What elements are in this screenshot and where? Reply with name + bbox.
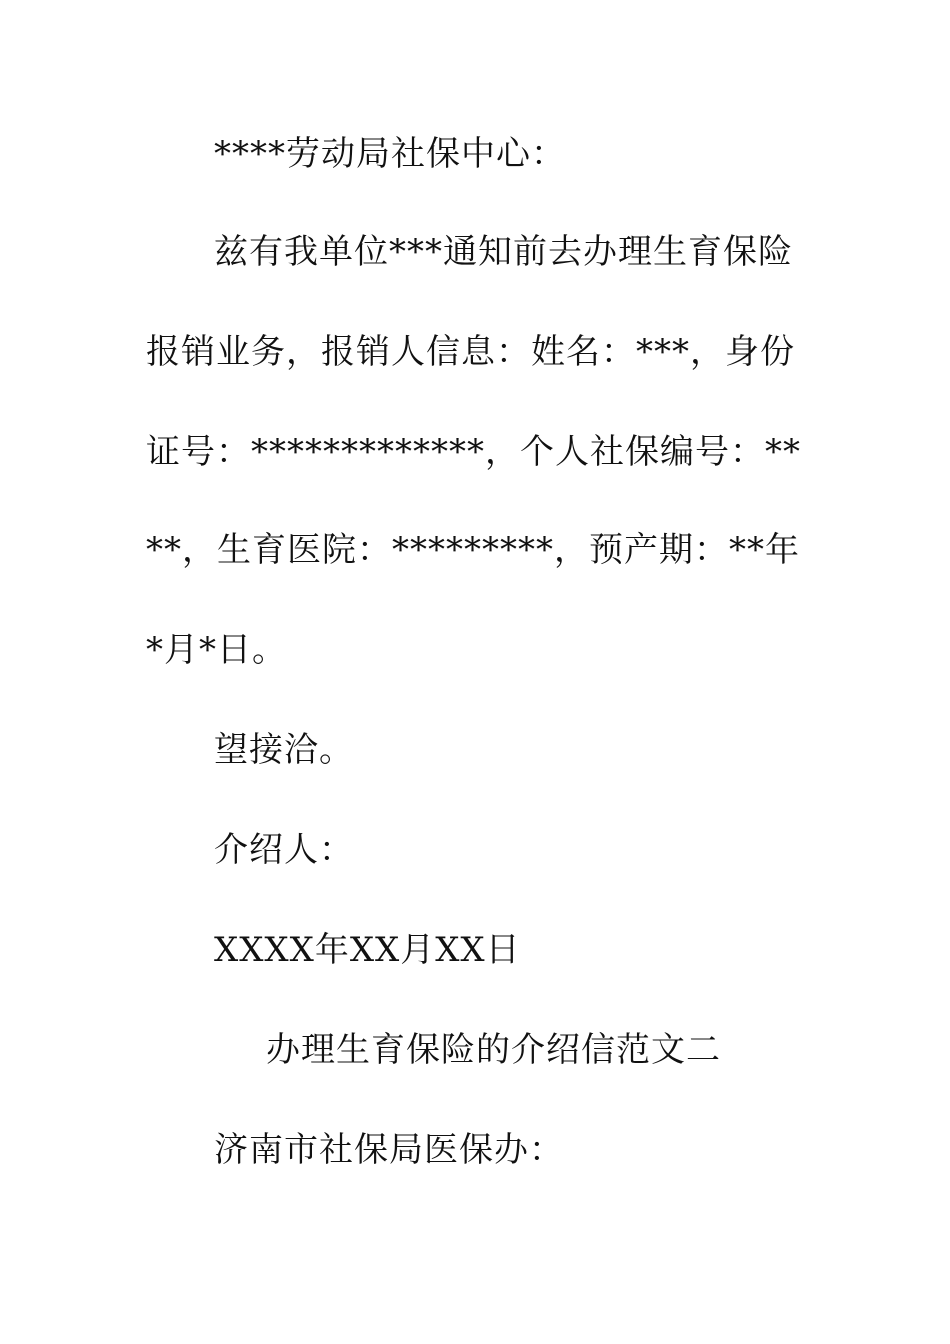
letter-body-line-5: *月*日。 <box>146 630 287 670</box>
closing-text: 望接洽。 <box>214 730 354 770</box>
letter-body-line-3: 证号：*************，个人社保编号：** <box>146 432 801 472</box>
date-line: XXXX年XX月XX日 <box>214 930 521 970</box>
introducer-label: 介绍人： <box>214 830 354 870</box>
letter-body-line-2: 报销业务，报销人信息：姓名：***，身份 <box>146 332 795 372</box>
salutation-second-letter: 济南市社保局医保办： <box>214 1130 564 1170</box>
letter-body-line-1: 兹有我单位***通知前去办理生育保险 <box>214 232 793 272</box>
salutation-first-letter: ****劳动局社保中心： <box>214 134 566 174</box>
section-title-second-sample: 办理生育保险的介绍信范文二 <box>266 1030 721 1070</box>
letter-body-line-4: **，生育医院：*********，预产期：**年 <box>146 530 800 570</box>
